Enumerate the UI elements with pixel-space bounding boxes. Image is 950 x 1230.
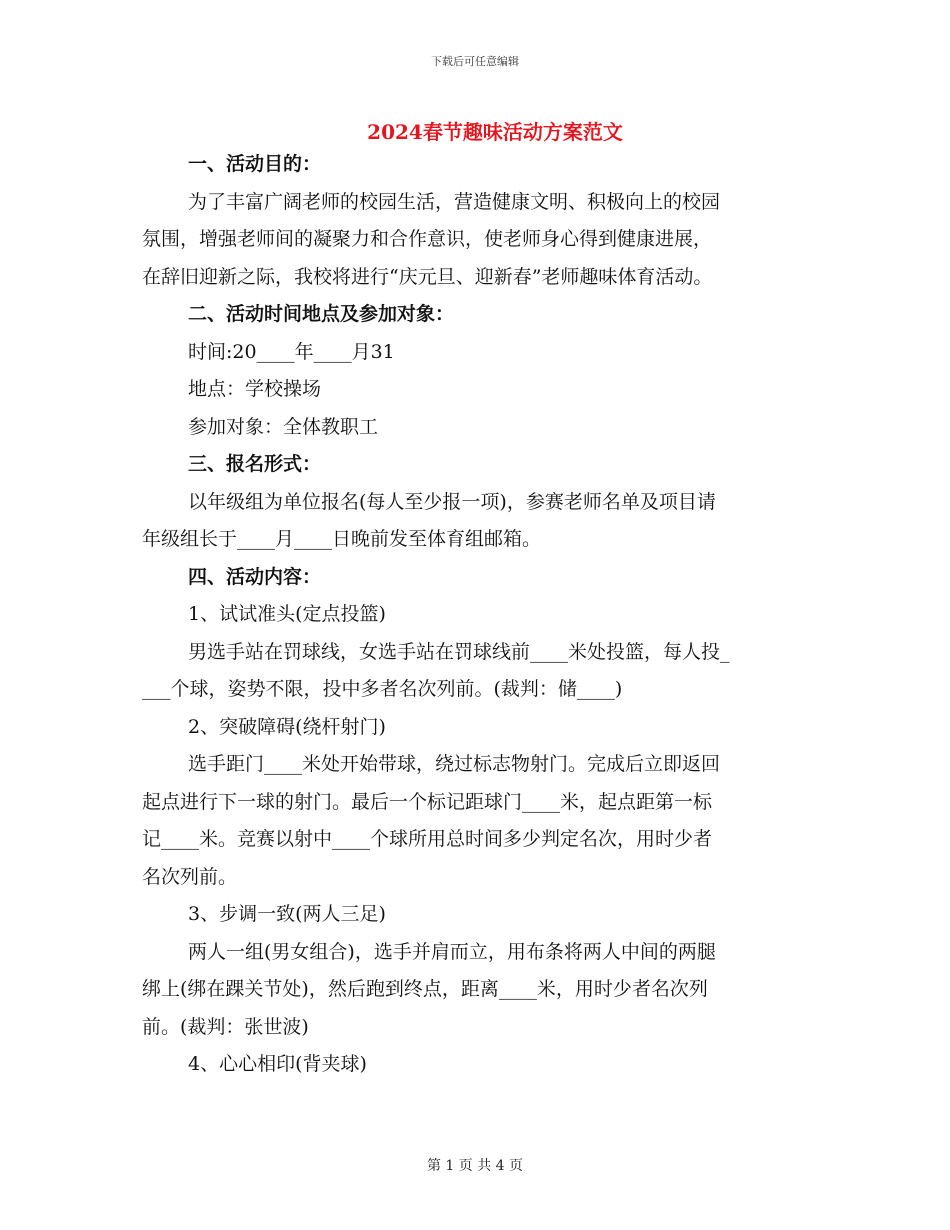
- paragraph-line: 参加对象：全体教职工: [188, 415, 379, 438]
- item-title: 3、步调一致(两人三足): [188, 903, 386, 925]
- section-heading: 一、活动目的：: [188, 153, 322, 175]
- paragraph-line: 以年级组为单位报名(每人至少报一项)，参赛老师名单及项目请: [188, 490, 716, 513]
- document-title: 2024春节趣味活动方案范文: [367, 120, 623, 144]
- paragraph-line: 名次列前。: [142, 865, 238, 888]
- paragraph-line: 地点：学校操场: [188, 378, 322, 400]
- paragraph-line: 起点进行下一球的射门。最后一个标记距球门____米，起点距第一标: [142, 790, 713, 813]
- paragraph-line: 选手距门____米处开始带球，绕过标志物射门。完成后立即返回: [188, 753, 721, 775]
- paragraph-line: 氛围，增强老师间的凝聚力和合作意识，使老师身心得到健康进展，: [142, 228, 713, 250]
- header-note: 下载后可任意编辑: [431, 55, 519, 68]
- item-title: 4、心心相印(背夹球): [188, 1053, 367, 1075]
- section-heading: 二、活动时间地点及参加对象：: [188, 303, 455, 325]
- paragraph-line: 记____米。竞赛以射中____个球所用总时间多少判定名次，用时少者: [142, 828, 713, 850]
- paragraph-line: 年级组长于____月____日晚前发至体育组邮箱。: [142, 528, 542, 550]
- section-heading: 三、报名形式：: [188, 453, 322, 475]
- paragraph-line: 时间:20____年____月31: [188, 340, 395, 363]
- paragraph-line: 前。(裁判：张世波): [142, 1015, 309, 1038]
- item-title: 2、突破障碍(绕杆射门): [188, 715, 386, 738]
- item-title: 1、试试准头(定点投篮): [188, 603, 386, 625]
- section-heading: 四、活动内容：: [188, 565, 322, 588]
- paragraph-line: 男选手站在罚球线，女选手站在罚球线前____米处投篮，每人投_: [188, 640, 730, 663]
- paragraph-line: 为了丰富广阔老师的校园生活，营造健康文明、积极向上的校园: [188, 190, 721, 213]
- page-footer: 第 1 页 共 4 页: [426, 1158, 524, 1174]
- document-body: [142, 146, 810, 1084]
- paragraph-line: 两人一组(男女组合)，选手并肩而立，用布条将两人中间的两腿: [188, 940, 716, 963]
- paragraph-line: 绑上(绑在踝关节处)，然后跑到终点，距离____米，用时少者名次列: [142, 978, 708, 1000]
- paragraph-line: ___个球，姿势不限，投中多者名次列前。(裁判：储____): [142, 678, 623, 700]
- paragraph-line: 在辞旧迎新之际，我校将进行“庆元旦、迎新春”老师趣味体育活动。: [142, 265, 713, 288]
